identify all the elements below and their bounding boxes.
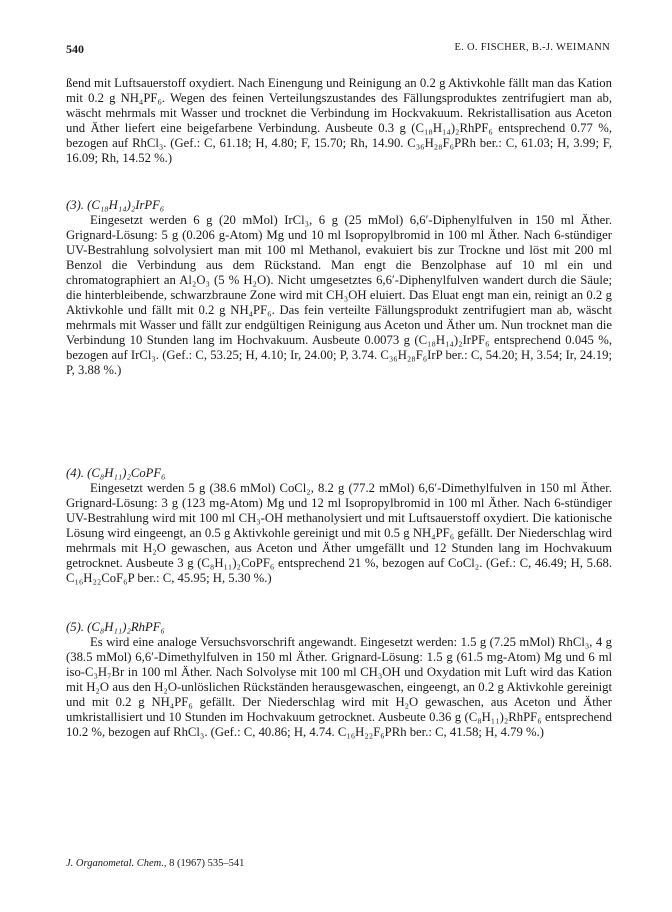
journal-citation: 8 (1967) 535–541 [166,858,245,869]
page-header [66,42,610,58]
section-5-heading: (5). (C₈H₁₁)₂RhPF₆ [66,620,165,634]
section-4 [66,466,612,586]
section-3-heading: (3). (C₁₈H₁₄)₂IrPF₆ [66,198,165,212]
section-4-heading: (4). (C₈H₁₁)₂CoPF₆ [66,466,166,480]
section-4-text: Eingesetzt werden 5 g (38.6 mMol) CoCl₂, 8.2 g (77.2 mMol) 6,6′-Dimethylfulven in 150 ml Äther. Grignard-Lösung: 3 g (123 mg-Atom) Mg und 12 ml Isopropylbromid in 100 ml Äther. Nach 6-stündiger UV-Bestrahlung wird mit 100 ml CH₃-OH methanolysiert und mit Luftsauerstoff oxydiert. Die kationische Lösung wird eingeengt, an 0.5 g Aktivkohle gereinigt und mit 0.5 g NH₄PF₆ gefällt. Der Niederschlag wird mehrmals mit H₂O gewaschen, aus Aceton und Äther umgefällt und 12 Stunden lang im Hochvakuum getrocknet. Ausbeute 3 g (C₈H₁₁)₂CoPF₆ entsprechend 21 %, bezogen auf CoCl₂. (Gef.: C, 46.49; H, 5.68. C₁₆H₂₂CoF₆P ber.: C, 45.95; H, 5.30 %.) [66,481,612,585]
journal-name: J. Organometal. Chem., [66,858,167,869]
section-5-text: Es wird eine analoge Versuchsvorschrift angewandt. Eingesetzt werden: 1.5 g (7.25 mMol) RhCl₃, 4 g (38.5 mMol) 6,6′-Dimethylfulven in 150 ml Äther. Grignard-Lösung: 1.5 g (61.5 mg-Atom) Mg und 6 ml iso-C₃H₇Br in 100 ml Äther. Nach Solvolyse mit 100 ml CH₃OH und Oxydation mit Luft wird das Kation mit H₂O aus den H₂O-unlöslichen Rückständen herausgewaschen, eingeengt, an 0.2 g Aktivkohle gereinigt und mit 0.2 g NH₄PF₆ gefällt. Der Niederschlag wird mit H₂O gewaschen, aus Aceton und Äther umkristallisiert und 10 Stunden im Hochvakuum getrocknet. Ausbeute 0.36 g (C₈H₁₁)₂RhPF₆ entsprechend 10.2 %, bezogen auf RhCl₃. (Gef.: C, 40.86; H, 4.74. C₁₆H₂₂F₆PRh ber.: C, 41.58; H, 4.79 %.) [66,635,612,739]
intro-paragraph: ßend mit Luftsauerstoff oxydiert. Nach Einengung und Reinigung an 0.2 g Aktivkohle fällt man das Kation mit 0.2 g NH₄PF₆. Wegen des feinen Verteilungszustandes des Fällungsproduktes zentrifugiert man ab, wäscht mehrmals mit Wasser und trocknet die Verbindung im Hockvakuum. Rekristallisation aus Aceton und Äther liefert eine beigefarbene Verbindung. Ausbeute 0.3 g (C₁₈H₁₄)₂RhPF₆ entsprechend 0.77 %, bezogen auf RhCl₃. (Gef.: C, 61.18; H, 4.80; F, 15.70; Rh, 14.90. C₃₆H₂₈F₆PRh ber.: C, 61.03; H, 3.99; F, 16.09; Rh, 14.52 %.) [66,76,612,165]
intro-paragraph-block [66,76,612,166]
section-3-text: Eingesetzt werden 6 g (20 mMol) IrCl₃, 6 g (25 mMol) 6,6′-Diphenylfulven in 150 ml Äther. Grignard-Lösung: 5 g (0.206 g-Atom) Mg und 10 ml Isopropylbromid in 100 ml Äther. Nach 6-stündiger UV-Bestrahlung solvolysiert man mit 100 ml Methanol, evakuiert bis zur Trockne und löst mit 200 ml Benzol die Verbindung aus dem Rückstand. Man engt die Benzolphase auf 10 ml ein und chromatographiert an Al₂O₃ (5 % H₂O). Nicht umgesetztes 6,6′-Diphenylfulven wandert durch die Säule; die hinterbleibende, schwarzbraune Zone wird mit CH₃OH eluiert. Das Eluat engt man ein, reinigt an 0.2 g Aktivkohle und fällt mit 0.2 g NH₄PF₆. Das fein verteilte Fällungsprodukt zentrifugiert man ab, wäscht mehrmals mit Wasser und fällt zur endgültigen Reinigung aus Aceton und Äther um. Nun trocknet man die Verbindung 10 Stunden lang im Hochvakuum. Ausbeute 0.0073 g (C₁₈H₁₄)₂IrPF₆ entsprechend 0.045 %, bezogen auf IrCl₃. (Gef.: C, 53.25; H, 4.10; Ir, 24.00; P, 3.74. C₃₆H₂₈F₆IrP ber.: C, 54.20; H, 3.54; Ir, 24.19; P, 3.88 %.) [66,213,612,377]
section-5 [66,620,612,740]
section-3 [66,198,612,378]
page-footer [66,858,244,869]
running-head-authors: E. O. FISCHER, B.-J. WEIMANN [454,42,610,53]
page-number: 540 [66,42,84,56]
